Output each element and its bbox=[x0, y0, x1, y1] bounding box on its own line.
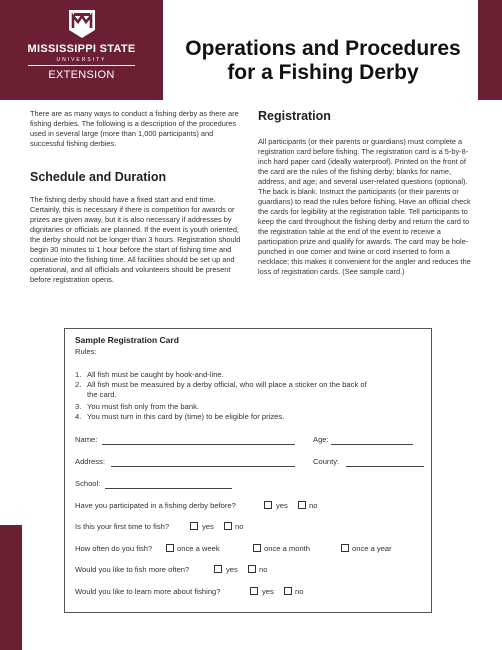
q1-yes-checkbox[interactable] bbox=[264, 501, 272, 509]
schedule-paragraph: The fishing derby should have a fixed start and end time. Certainly, this is necessary if there is competition for awards or prizes are given away, but it is also necessary if addresses by dignitaries or officials are planned. If the event is youth oriented, the derby should not be longer than 3 hours. Registration should begin 30 minutes to 1 hour before the start of fishing time and continue into the fishing time. All facilities should be set up and operational, and all officials and volunteers should be present before registration opens. bbox=[30, 195, 241, 284]
logo-name: MISSISSIPPI STATE bbox=[27, 43, 136, 55]
q1-yes-label: yes bbox=[276, 501, 288, 510]
q5-yes-label: yes bbox=[262, 587, 274, 596]
title-line-1: Operations and Procedures bbox=[185, 37, 461, 60]
once-a-month-checkbox[interactable] bbox=[253, 544, 261, 552]
question-learn-more: Would you like to learn more about fishing? bbox=[75, 587, 221, 596]
q4-no-checkbox[interactable] bbox=[248, 565, 256, 573]
state-logo-icon bbox=[67, 8, 97, 40]
title-line-2: for a Fishing Derby bbox=[227, 61, 419, 84]
schedule-heading: Schedule and Duration bbox=[30, 170, 167, 184]
registration-heading: Registration bbox=[258, 109, 331, 123]
footer-accent-bar bbox=[0, 525, 22, 650]
name-field[interactable] bbox=[102, 444, 295, 445]
q2-yes-checkbox[interactable] bbox=[190, 522, 198, 530]
rules-label: Rules: bbox=[75, 347, 97, 356]
name-label: Name: bbox=[75, 435, 98, 444]
q4-no-label: no bbox=[259, 565, 268, 574]
once-a-year-checkbox[interactable] bbox=[341, 544, 349, 552]
address-field[interactable] bbox=[111, 466, 295, 467]
q2-no-checkbox[interactable] bbox=[224, 522, 232, 530]
extension-logo bbox=[0, 0, 163, 100]
q2-yes-label: yes bbox=[202, 522, 214, 531]
intro-paragraph: There are as many ways to conduct a fishing derby as there are fishing derbies. The following is a description of the procedures used in several large (more than 1,000 participants) and successful fishing derbies. bbox=[30, 109, 239, 148]
sample-registration-card bbox=[64, 328, 432, 613]
q1-no-label: no bbox=[309, 501, 318, 510]
age-label: Age: bbox=[313, 435, 329, 444]
question-fish-more: Would you like to fish more often? bbox=[75, 565, 190, 574]
q4-yes-label: yes bbox=[226, 565, 238, 574]
registration-paragraph: All participants (or their parents or guardians) must complete a registration card before fishing. The registration card is a 5-by-8-inch hard paper card (ideally waterproof). Printed on the front of the card are the rules of the fishing derby; blanks for name, address, and age; and several user-related questions (optional). The back is blank. Instruct the participants (or their parents or guardians) to read the rules before fishing. Have an official check the cards for legibility at the registration table. Tell participants to keep the card throughout the fishing derby and return the card to the registration table at the end of the event to receive a participation prize and qualify for awards. The card may be hole-punched in one corner and twine or cord inserted to form a necklace; this makes it convenient for the angler and reduces the loss of registration cards. (See sample card.) bbox=[258, 137, 471, 276]
q5-no-label: no bbox=[295, 587, 304, 596]
county-field[interactable] bbox=[346, 466, 424, 467]
logo-divider bbox=[28, 65, 135, 66]
once-a-month-label: once a month bbox=[264, 544, 311, 553]
page-title bbox=[168, 37, 478, 85]
q1-no-checkbox[interactable] bbox=[298, 501, 306, 509]
logo-extension: EXTENSION bbox=[48, 69, 115, 81]
address-label: Address: bbox=[75, 457, 105, 466]
q5-yes-checkbox[interactable] bbox=[250, 587, 258, 595]
rule-item: 4. You must turn in this card by (time) to be eligible for prizes. bbox=[75, 412, 285, 421]
header-accent-bar bbox=[478, 0, 502, 100]
age-field[interactable] bbox=[331, 444, 413, 445]
card-title: Sample Registration Card bbox=[75, 335, 179, 345]
county-label: County: bbox=[313, 457, 340, 466]
question-first-time: Is this your first time to fish? bbox=[75, 522, 170, 531]
q2-no-label: no bbox=[235, 522, 244, 531]
rule-item: 2. All fish must be measured by a derby official, who will place a sticker on the back of the card. bbox=[75, 380, 367, 399]
once-a-week-checkbox[interactable] bbox=[166, 544, 174, 552]
question-participated: Have you participated in a fishing derby before? bbox=[75, 501, 236, 510]
once-a-week-label: once a week bbox=[177, 544, 220, 553]
q4-yes-checkbox[interactable] bbox=[214, 565, 222, 573]
logo-university: UNIVERSITY bbox=[56, 57, 107, 63]
question-how-often: How often do you fish? bbox=[75, 544, 153, 553]
q5-no-checkbox[interactable] bbox=[284, 587, 292, 595]
rule-item: 1. All fish must be caught by hook-and-line. bbox=[75, 370, 224, 379]
once-a-year-label: once a year bbox=[352, 544, 392, 553]
school-label: School: bbox=[75, 479, 101, 488]
school-field[interactable] bbox=[105, 488, 232, 489]
rule-item: 3. You must fish only from the bank. bbox=[75, 402, 199, 411]
